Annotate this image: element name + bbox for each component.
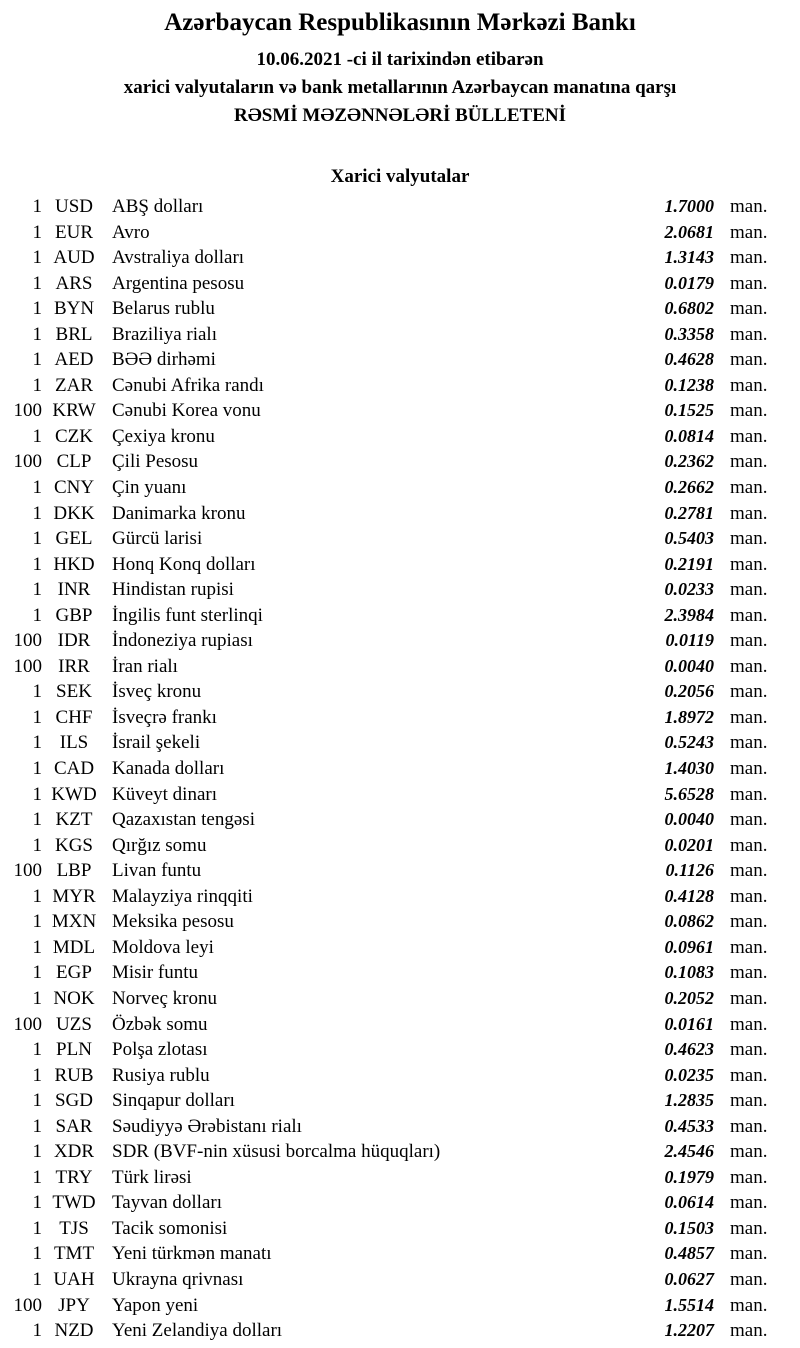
currency-quantity: 1 [32, 604, 42, 626]
section-title-foreign-currencies: Xarici valyutalar [330, 166, 470, 187]
currency-quantity: 1 [32, 374, 42, 396]
currency-row [4, 986, 800, 1012]
currency-quantity: 1 [32, 1268, 42, 1290]
currency-unit-label: man. [730, 936, 768, 958]
currency-row [4, 577, 800, 603]
currency-code: KZT [55, 809, 93, 831]
currency-rate: 0.3358 [664, 323, 714, 344]
currency-quantity: 1 [32, 1166, 42, 1188]
currency-name: Avstraliya dolları [112, 247, 245, 269]
currency-code: ZAR [55, 374, 93, 396]
currency-rate: 1.7000 [664, 196, 714, 216]
currency-code: IRR [58, 655, 90, 677]
currency-rate: 5.6528 [664, 783, 714, 804]
currency-rate: 0.0040 [664, 809, 714, 830]
currency-rate: 0.0814 [664, 425, 714, 446]
currency-quantity: 1 [32, 681, 42, 703]
currency-rate: 0.4128 [664, 885, 714, 906]
currency-name: Çexiya kronu [112, 425, 215, 447]
currency-row [4, 1241, 800, 1267]
currency-row [4, 475, 800, 501]
currency-unit-label: man. [730, 1268, 768, 1290]
currency-name: İsrail şekeli [112, 732, 201, 754]
currency-quantity: 1 [32, 706, 42, 728]
currency-unit-label: man. [730, 911, 768, 933]
currency-row [4, 245, 800, 271]
currency-name: Gürcü larisi [112, 528, 203, 550]
currency-unit-label: man. [730, 1166, 768, 1188]
currency-code: CLP [56, 451, 92, 473]
currency-code: EUR [55, 221, 93, 243]
currency-code: CNY [53, 477, 95, 499]
currency-rate: 2.4546 [664, 1141, 714, 1162]
currency-rate: 0.2191 [664, 553, 714, 574]
currency-unit-label: man. [730, 1217, 768, 1239]
currency-rate: 0.2056 [664, 681, 714, 702]
currency-row [4, 1012, 800, 1038]
currency-quantity: 1 [32, 1141, 42, 1163]
currency-rate: 0.0862 [664, 911, 714, 932]
currency-unit-label: man. [730, 425, 768, 447]
currency-row [4, 1267, 800, 1293]
currency-row [4, 1063, 800, 1089]
currency-code: TJS [59, 1217, 89, 1239]
currency-row [4, 935, 800, 961]
currency-rate: 0.2662 [664, 477, 714, 498]
currency-rate: 0.2052 [664, 987, 714, 1008]
currency-unit-label: man. [730, 1192, 768, 1214]
currency-code: SGD [54, 1090, 93, 1112]
currency-row [4, 884, 800, 910]
currency-quantity: 100 [13, 860, 42, 882]
bank-title: Azərbaycan Respublikasının Mərkəzi Bankı [164, 9, 636, 36]
currency-row [4, 296, 800, 322]
currency-unit-label: man. [730, 579, 768, 601]
currency-code: JPY [58, 1294, 90, 1316]
currency-unit-label: man. [730, 196, 768, 217]
currency-quantity: 1 [32, 1115, 42, 1137]
currency-rate: 0.0235 [664, 1064, 714, 1085]
document-header [0, 0, 800, 130]
currency-row [4, 449, 800, 475]
currency-row [4, 424, 800, 450]
currency-rate: 1.5514 [664, 1294, 714, 1315]
currency-code: UAH [53, 1268, 95, 1290]
currency-quantity: 1 [32, 783, 42, 805]
currency-unit-label: man. [730, 783, 768, 805]
currency-code: MDL [52, 936, 96, 958]
currency-code: MYR [52, 885, 96, 907]
currency-name: Özbək somu [112, 1013, 208, 1035]
currency-name: Küveyt dinarı [112, 783, 218, 805]
currency-quantity: 1 [32, 1064, 42, 1086]
currency-row [4, 654, 800, 680]
currency-name: Yeni Zelandiya dolları [112, 1320, 283, 1342]
currency-unit-label: man. [730, 1039, 768, 1061]
currency-name: Ukrayna qrivnası [112, 1268, 244, 1290]
currency-quantity: 1 [32, 885, 42, 907]
currency-rate: 1.2207 [664, 1320, 714, 1341]
currency-rate: 0.2781 [664, 502, 714, 523]
currency-row [4, 501, 800, 527]
currency-name: Avro [112, 221, 150, 243]
currency-name: Livan funtu [112, 860, 202, 882]
currency-rate: 0.1979 [664, 1166, 714, 1187]
currency-quantity: 1 [32, 323, 42, 345]
currency-name: Misir funtu [112, 962, 199, 984]
currency-code: AUD [53, 247, 95, 269]
currency-code: USD [54, 196, 93, 217]
currency-rate: 1.8972 [664, 706, 714, 727]
currency-code: EGP [56, 962, 92, 984]
currency-rate: 0.0961 [664, 936, 714, 957]
currency-rate: 0.1083 [664, 962, 714, 983]
currency-quantity: 1 [32, 298, 42, 320]
currency-code: DKK [53, 502, 95, 524]
currency-row [4, 603, 800, 629]
currency-row [4, 322, 800, 348]
currency-row [4, 347, 800, 373]
currency-name: Sinqapur dolları [112, 1090, 235, 1112]
currency-code: HKD [53, 553, 95, 575]
currency-code: SAR [55, 1115, 93, 1137]
currency-unit-label: man. [730, 247, 768, 269]
currency-name: Tacik somonisi [112, 1217, 228, 1239]
currency-code: NZD [54, 1320, 94, 1342]
currency-unit-label: man. [730, 809, 768, 831]
currency-quantity: 100 [13, 451, 42, 473]
currency-code: MXN [51, 911, 97, 933]
currency-name: Polşa zlotası [112, 1039, 208, 1061]
currency-name: Səudiyyə Ərəbistanı rialı [112, 1115, 302, 1137]
currency-row [4, 807, 800, 833]
currency-code: CHF [55, 706, 93, 728]
currency-code: SEK [56, 681, 92, 703]
currency-rate: 0.1503 [664, 1217, 714, 1238]
currency-rate: 1.3143 [664, 247, 714, 268]
currency-unit-label: man. [730, 630, 768, 652]
currency-rate: 0.0233 [664, 579, 714, 600]
scope-line: xarici valyutaların və bank metallarının Azərbaycan manatına qarşı [123, 77, 677, 98]
currency-rate: 0.1525 [664, 400, 714, 421]
currency-rate: 0.4857 [664, 1243, 714, 1264]
currency-rate: 0.5243 [664, 732, 714, 753]
currency-name: Hindistan rupisi [112, 579, 234, 601]
currency-quantity: 1 [32, 247, 42, 269]
currency-rate: 0.1126 [665, 860, 714, 881]
currency-unit-label: man. [730, 374, 768, 396]
currency-quantity: 100 [13, 630, 42, 652]
currency-code: GEL [55, 528, 93, 550]
currency-quantity: 1 [32, 1243, 42, 1265]
currency-name: Yeni türkmən manatı [112, 1243, 272, 1265]
bulletin-title-line: RƏSMİ MƏZƏNNƏLƏRİ BÜLLETENİ [233, 105, 566, 126]
currency-name: Danimarka kronu [112, 502, 246, 524]
currency-name: Tayvan dolları [112, 1192, 222, 1214]
currency-rate: 2.0681 [664, 221, 714, 242]
currency-unit-label: man. [730, 400, 768, 422]
currency-name: Cənubi Afrika randı [112, 374, 264, 396]
currency-quantity: 1 [32, 758, 42, 780]
currency-rate: 0.4628 [664, 349, 714, 370]
rates-table [0, 194, 800, 1344]
currency-code: TWD [52, 1192, 96, 1214]
currency-quantity: 1 [32, 196, 42, 217]
currency-row [4, 1165, 800, 1191]
currency-rate: 0.0040 [664, 655, 714, 676]
currency-quantity: 1 [32, 1217, 42, 1239]
currency-row [4, 526, 800, 552]
currency-code: XDR [53, 1141, 95, 1163]
currency-unit-label: man. [730, 1141, 768, 1163]
currency-name: BƏƏ dirhəmi [112, 349, 216, 371]
currency-unit-label: man. [730, 528, 768, 550]
currency-name: İngilis funt sterlinqi [112, 604, 263, 626]
currency-quantity: 1 [32, 349, 42, 371]
currency-row [4, 960, 800, 986]
currency-name: İsveç kronu [112, 681, 202, 703]
currency-name: ABŞ dolları [112, 196, 204, 217]
currency-row [4, 1114, 800, 1140]
currency-quantity: 100 [13, 400, 42, 422]
currency-code: CAD [53, 758, 95, 780]
currency-name: Moldova leyi [112, 936, 214, 958]
currency-unit-label: man. [730, 962, 768, 984]
currency-unit-label: man. [730, 349, 768, 371]
currency-row [4, 679, 800, 705]
currency-name: Qırğız somu [112, 834, 207, 856]
currency-name: Meksika pesosu [112, 911, 234, 933]
currency-code: KWD [51, 783, 97, 805]
currency-quantity: 1 [32, 809, 42, 831]
currency-rate: 0.6802 [664, 298, 714, 319]
currency-name: SDR (BVF-nin xüsusi borcalma hüquqları) [112, 1141, 441, 1163]
currency-code: UZS [56, 1013, 92, 1035]
currency-name: Çili Pesosu [112, 451, 199, 473]
currency-row [4, 373, 800, 399]
currency-code: BRL [55, 323, 93, 345]
currency-unit-label: man. [730, 1294, 768, 1316]
currency-unit-label: man. [730, 732, 768, 754]
currency-row [4, 833, 800, 859]
currency-code: NOK [53, 987, 95, 1009]
currency-row [4, 194, 800, 220]
currency-unit-label: man. [730, 655, 768, 677]
currency-rate: 1.2835 [664, 1090, 714, 1111]
currency-name: İndoneziya rupiası [112, 630, 253, 652]
currency-rate: 0.0201 [664, 834, 714, 855]
currency-quantity: 1 [32, 1192, 42, 1214]
currency-quantity: 1 [32, 477, 42, 499]
currency-unit-label: man. [730, 834, 768, 856]
currency-code: PLN [56, 1039, 92, 1061]
currency-unit-label: man. [730, 1243, 768, 1265]
currency-name: Qazaxıstan tengəsi [112, 809, 255, 831]
currency-rate: 0.0627 [664, 1268, 714, 1289]
effective-date-line: 10.06.2021 -ci il tarixindən etibarən [256, 49, 544, 70]
currency-quantity: 1 [32, 987, 42, 1009]
currency-row [4, 782, 800, 808]
currency-quantity: 1 [32, 528, 42, 550]
currency-quantity: 1 [32, 1320, 42, 1342]
currency-unit-label: man. [730, 1064, 768, 1086]
currency-quantity: 1 [32, 962, 42, 984]
currency-row [4, 705, 800, 731]
currency-quantity: 1 [32, 502, 42, 524]
currency-name: Cənubi Korea vonu [112, 400, 261, 422]
currency-unit-label: man. [730, 451, 768, 473]
currency-rate: 0.0179 [664, 272, 714, 293]
currency-row [4, 220, 800, 246]
currency-unit-label: man. [730, 477, 768, 499]
currency-row [4, 628, 800, 654]
currency-rate: 0.4623 [664, 1039, 714, 1060]
currency-unit-label: man. [730, 323, 768, 345]
currency-quantity: 1 [32, 553, 42, 575]
currency-quantity: 100 [13, 655, 42, 677]
currency-unit-label: man. [730, 758, 768, 780]
currency-rate: 0.4533 [664, 1115, 714, 1136]
currency-unit-label: man. [730, 860, 768, 882]
currency-unit-label: man. [730, 987, 768, 1009]
currency-row [4, 1190, 800, 1216]
currency-code: BYN [53, 298, 95, 320]
currency-unit-label: man. [730, 885, 768, 907]
currency-name: İran rialı [112, 655, 178, 677]
currency-row [4, 909, 800, 935]
currency-unit-label: man. [730, 1115, 768, 1137]
currency-unit-label: man. [730, 272, 768, 294]
currency-name: Argentina pesosu [112, 272, 245, 294]
currency-code: KRW [52, 400, 96, 422]
currency-rate: 0.2362 [664, 451, 714, 472]
currency-name: Çin yuanı [112, 477, 187, 499]
currency-name: Kanada dolları [112, 758, 225, 780]
currency-unit-label: man. [730, 604, 768, 626]
currency-name: Norveç kronu [112, 987, 217, 1009]
currency-quantity: 1 [32, 1090, 42, 1112]
currency-row [4, 1318, 800, 1344]
currency-row [4, 756, 800, 782]
currency-unit-label: man. [730, 1013, 768, 1035]
currency-row [4, 1088, 800, 1114]
currency-quantity: 1 [32, 1039, 42, 1061]
currency-code: KGS [54, 834, 93, 856]
currency-name: Braziliya rialı [112, 323, 217, 345]
currency-unit-label: man. [730, 706, 768, 728]
currency-rate: 0.1238 [664, 374, 714, 395]
currency-code: TMT [53, 1243, 95, 1265]
currency-row [4, 1037, 800, 1063]
currency-row [4, 1293, 800, 1319]
currency-code: ARS [55, 272, 93, 294]
currency-row [4, 552, 800, 578]
currency-unit-label: man. [730, 298, 768, 320]
currency-code: ILS [59, 732, 89, 754]
currency-code: AED [54, 349, 94, 371]
currency-code: INR [57, 579, 91, 601]
currency-name: Rusiya rublu [112, 1064, 210, 1086]
currency-rate: 0.0161 [664, 1013, 714, 1034]
currency-quantity: 100 [13, 1294, 42, 1316]
currency-rate: 1.4030 [664, 758, 714, 779]
currency-unit-label: man. [730, 502, 768, 524]
currency-code: GBP [55, 604, 93, 626]
currency-unit-label: man. [730, 681, 768, 703]
currency-name: Türk lirəsi [112, 1166, 192, 1188]
currency-name: Honq Konq dolları [112, 553, 256, 575]
currency-quantity: 1 [32, 732, 42, 754]
currency-row [4, 1139, 800, 1165]
currency-rate: 0.0614 [664, 1192, 714, 1213]
currency-row [4, 730, 800, 756]
currency-rate: 0.5403 [664, 528, 714, 549]
currency-quantity: 1 [32, 272, 42, 294]
currency-rate: 0.0119 [665, 630, 714, 651]
currency-quantity: 100 [13, 1013, 42, 1035]
currency-unit-label: man. [730, 221, 768, 243]
currency-name: İsveçrə frankı [112, 706, 217, 728]
currency-code: RUB [54, 1064, 94, 1086]
currency-row [4, 271, 800, 297]
currency-row [4, 1216, 800, 1242]
currency-code: IDR [57, 630, 91, 652]
currency-name: Malayziya rinqqiti [112, 885, 253, 907]
currency-code: CZK [55, 425, 93, 447]
currency-quantity: 1 [32, 834, 42, 856]
currency-quantity: 1 [32, 936, 42, 958]
currency-rate: 2.3984 [664, 604, 714, 625]
currency-unit-label: man. [730, 553, 768, 575]
currency-quantity: 1 [32, 221, 42, 243]
currency-unit-label: man. [730, 1090, 768, 1112]
currency-unit-label: man. [730, 1320, 768, 1342]
currency-quantity: 1 [32, 425, 42, 447]
currency-name: Belarus rublu [112, 298, 215, 320]
currency-code: TRY [55, 1166, 93, 1188]
currency-row [4, 858, 800, 884]
currency-quantity: 1 [32, 579, 42, 601]
currency-code: LBP [56, 860, 92, 882]
currency-quantity: 1 [32, 911, 42, 933]
currency-name: Yapon yeni [112, 1294, 199, 1316]
currency-row [4, 398, 800, 424]
